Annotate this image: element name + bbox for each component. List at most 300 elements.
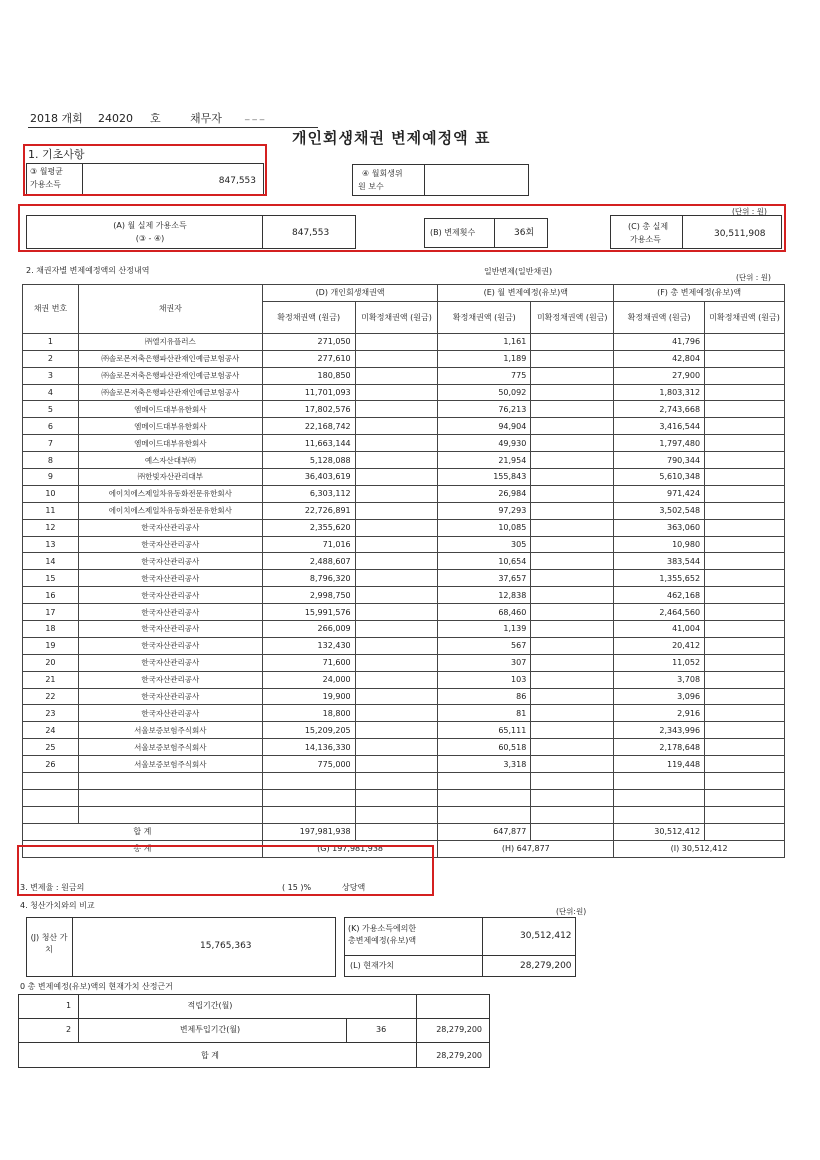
empty-cell bbox=[262, 806, 355, 823]
row-e-fixed: 94,904 bbox=[438, 418, 531, 435]
table-row bbox=[23, 637, 785, 654]
row-e-fixed: 103 bbox=[438, 671, 531, 688]
unit-label-4: (단위:원) bbox=[556, 907, 587, 916]
table-row bbox=[23, 418, 785, 435]
row-f-unfixed bbox=[705, 688, 785, 705]
row-d-unfixed bbox=[355, 333, 438, 350]
debtor-label: 채무자 bbox=[190, 112, 222, 125]
row-f-fixed: 1,355,652 bbox=[614, 570, 705, 587]
row-no: 16 bbox=[23, 587, 79, 604]
row-e-unfixed bbox=[531, 722, 614, 739]
row-e-unfixed bbox=[531, 705, 614, 722]
j-value: 15,765,363 bbox=[200, 941, 252, 951]
empty-cell bbox=[355, 806, 438, 823]
section4-title: 4. 청산가치와의 비교 bbox=[20, 901, 95, 910]
row-no: 9 bbox=[23, 469, 79, 486]
row-d-fixed: 17,802,576 bbox=[262, 401, 355, 418]
row-f-unfixed bbox=[705, 671, 785, 688]
rate-suffix: 상당액 bbox=[342, 883, 366, 892]
row-f-unfixed bbox=[705, 587, 785, 604]
row-e-unfixed bbox=[531, 367, 614, 384]
row-f-fixed: 2,178,648 bbox=[614, 739, 705, 756]
row-creditor: 한국자산관리공사 bbox=[78, 570, 262, 587]
row-d-fixed: 24,000 bbox=[262, 671, 355, 688]
row-e-unfixed bbox=[531, 502, 614, 519]
row-f-fixed: 2,343,996 bbox=[614, 722, 705, 739]
table-row bbox=[23, 671, 785, 688]
row-no: 13 bbox=[23, 536, 79, 553]
row-no: 23 bbox=[23, 705, 79, 722]
a-label: (A) 월 실제 가용소득 bbox=[113, 221, 187, 230]
pv-row2-months: 36 bbox=[376, 1025, 387, 1034]
row-creditor: 한국자산관리공사 bbox=[78, 536, 262, 553]
table-row bbox=[23, 705, 785, 722]
row-e-fixed: 12,838 bbox=[438, 587, 531, 604]
row-f-fixed: 3,708 bbox=[614, 671, 705, 688]
row-d-unfixed bbox=[355, 502, 438, 519]
table-row bbox=[23, 469, 785, 486]
row-no: 21 bbox=[23, 671, 79, 688]
table-row bbox=[23, 333, 785, 350]
row-d-unfixed bbox=[355, 384, 438, 401]
rate-value: ( 15 )% bbox=[282, 883, 312, 892]
empty-cell bbox=[614, 789, 705, 806]
row-creditor: 한국자산관리공사 bbox=[78, 654, 262, 671]
header-no: 채권 번호 bbox=[23, 285, 79, 334]
subtotal-f-unfixed bbox=[705, 823, 785, 840]
row-d-fixed: 15,209,205 bbox=[262, 722, 355, 739]
row-f-fixed: 3,502,548 bbox=[614, 502, 705, 519]
total-h: (H) 647,877 bbox=[438, 840, 614, 857]
row-e-fixed: 3,318 bbox=[438, 756, 531, 773]
table-row bbox=[23, 350, 785, 367]
row-f-unfixed bbox=[705, 452, 785, 469]
row-f-unfixed bbox=[705, 621, 785, 638]
table-row bbox=[23, 688, 785, 705]
row-d-fixed: 18,800 bbox=[262, 705, 355, 722]
table-row bbox=[23, 536, 785, 553]
header-f-unfixed: 미확정채권액 (원금) bbox=[705, 301, 785, 333]
row-creditor: 한국자산관리공사 bbox=[78, 587, 262, 604]
row-no: 14 bbox=[23, 553, 79, 570]
pv-total-label: 합 계 bbox=[201, 1051, 219, 1060]
table-row bbox=[23, 587, 785, 604]
row-f-unfixed bbox=[705, 435, 785, 452]
j-label: (J) 청산 가치 bbox=[30, 933, 68, 954]
header-f: (F) 총 변제예정(유보)액 bbox=[614, 285, 785, 302]
empty-cell bbox=[438, 806, 531, 823]
row-no: 15 bbox=[23, 570, 79, 587]
row-no: 22 bbox=[23, 688, 79, 705]
row-f-fixed: 11,052 bbox=[614, 654, 705, 671]
row-d-unfixed bbox=[355, 621, 438, 638]
row-f-unfixed bbox=[705, 350, 785, 367]
row-no: 8 bbox=[23, 452, 79, 469]
row-no: 18 bbox=[23, 621, 79, 638]
row-d-fixed: 775,000 bbox=[262, 756, 355, 773]
row-no: 10 bbox=[23, 485, 79, 502]
empty-cell bbox=[614, 806, 705, 823]
row-e-fixed: 10,654 bbox=[438, 553, 531, 570]
row-f-fixed: 1,797,480 bbox=[614, 435, 705, 452]
row-no: 25 bbox=[23, 739, 79, 756]
row-d-unfixed bbox=[355, 367, 438, 384]
table-row bbox=[23, 519, 785, 536]
row-e-fixed: 155,843 bbox=[438, 469, 531, 486]
row-creditor: ㈜솔로몬저축은행파산관재인예금보험공사 bbox=[78, 384, 262, 401]
subtotal-d: 197,981,938 bbox=[262, 823, 355, 840]
row-d-fixed: 71,600 bbox=[262, 654, 355, 671]
empty-cell bbox=[705, 806, 785, 823]
row-d-fixed: 11,663,144 bbox=[262, 435, 355, 452]
row-e-unfixed bbox=[531, 519, 614, 536]
k-label2: 총변제예정(유보)액 bbox=[348, 936, 417, 945]
row-no: 12 bbox=[23, 519, 79, 536]
row-f-fixed: 790,344 bbox=[614, 452, 705, 469]
case-number: 24020 bbox=[98, 112, 133, 125]
header-e-fixed: 확정채권액 (원금) bbox=[438, 301, 531, 333]
row-e-unfixed bbox=[531, 637, 614, 654]
table-row bbox=[23, 384, 785, 401]
row-e-fixed: 50,092 bbox=[438, 384, 531, 401]
table-row bbox=[23, 756, 785, 773]
monthly-income-value: 847,553 bbox=[218, 176, 256, 186]
row-e-fixed: 21,954 bbox=[438, 452, 531, 469]
empty-cell bbox=[531, 806, 614, 823]
c-label: (C) 총 실제 bbox=[628, 222, 669, 231]
row-creditor: 한국자산관리공사 bbox=[78, 671, 262, 688]
row-no: 26 bbox=[23, 756, 79, 773]
row-f-fixed: 5,610,348 bbox=[614, 469, 705, 486]
row-d-fixed: 271,050 bbox=[262, 333, 355, 350]
row-d-unfixed bbox=[355, 553, 438, 570]
row-f-fixed: 2,464,560 bbox=[614, 604, 705, 621]
row-e-unfixed bbox=[531, 536, 614, 553]
header-d: (D) 개인회생채권액 bbox=[262, 285, 438, 302]
table-row bbox=[23, 654, 785, 671]
highlight-basic bbox=[23, 144, 267, 196]
row-f-unfixed bbox=[705, 367, 785, 384]
k-label: (K) 가용소득에의한 bbox=[348, 924, 417, 933]
header-d-fixed: 확정채권액 (원금) bbox=[262, 301, 355, 333]
empty-cell bbox=[705, 789, 785, 806]
empty-cell bbox=[78, 773, 262, 790]
unit-label-2: (단위 : 원) bbox=[736, 273, 771, 282]
row-creditor: 에이치에스제일차유동화전문유한회사 bbox=[78, 502, 262, 519]
empty-cell bbox=[531, 789, 614, 806]
row-creditor: 한국자산관리공사 bbox=[78, 705, 262, 722]
empty-cell bbox=[355, 773, 438, 790]
header-creditor: 채권자 bbox=[78, 285, 262, 334]
l-label: (L) 현재가치 bbox=[350, 961, 395, 970]
b-label: (B) 변제횟수 bbox=[430, 228, 476, 237]
section5-title: 0 총 변제예정(유보)액의 현재가치 산정근거 bbox=[20, 982, 173, 991]
table-row bbox=[23, 502, 785, 519]
empty-cell bbox=[78, 789, 262, 806]
row-e-fixed: 65,111 bbox=[438, 722, 531, 739]
case-ho: 호 bbox=[150, 112, 161, 125]
row-e-unfixed bbox=[531, 418, 614, 435]
row-e-unfixed bbox=[531, 553, 614, 570]
row-f-unfixed bbox=[705, 333, 785, 350]
subtotal-row bbox=[23, 823, 785, 840]
a-value: 847,553 bbox=[292, 228, 330, 238]
row-creditor: 한국자산관리공사 bbox=[78, 604, 262, 621]
row-d-unfixed bbox=[355, 688, 438, 705]
row-d-fixed: 8,796,320 bbox=[262, 570, 355, 587]
row-e-unfixed bbox=[531, 739, 614, 756]
row-e-unfixed bbox=[531, 671, 614, 688]
total-label: 총 계 bbox=[23, 840, 263, 857]
row-e-fixed: 26,984 bbox=[438, 485, 531, 502]
row-d-unfixed bbox=[355, 705, 438, 722]
row-no: 6 bbox=[23, 418, 79, 435]
row-f-fixed: 119,448 bbox=[614, 756, 705, 773]
empty-cell bbox=[78, 806, 262, 823]
row-creditor: 한국자산관리공사 bbox=[78, 553, 262, 570]
pv-total-value: 28,279,200 bbox=[436, 1051, 482, 1060]
row-creditor: 한국자산관리공사 bbox=[78, 637, 262, 654]
creditor-table bbox=[22, 284, 785, 858]
subtotal-e: 647,877 bbox=[438, 823, 531, 840]
row-d-unfixed bbox=[355, 587, 438, 604]
empty-cell bbox=[355, 789, 438, 806]
k-value: 30,512,412 bbox=[520, 931, 572, 941]
row-e-unfixed bbox=[531, 485, 614, 502]
row-d-unfixed bbox=[355, 604, 438, 621]
row-d-fixed: 15,991,576 bbox=[262, 604, 355, 621]
table-row bbox=[23, 553, 785, 570]
unit-label-1: (단위 : 원) bbox=[732, 207, 767, 216]
row-e-fixed: 37,657 bbox=[438, 570, 531, 587]
row-f-fixed: 2,916 bbox=[614, 705, 705, 722]
row-e-fixed: 307 bbox=[438, 654, 531, 671]
row-no: 17 bbox=[23, 604, 79, 621]
subtotal-f: 30,512,412 bbox=[614, 823, 705, 840]
row-f-fixed: 42,804 bbox=[614, 350, 705, 367]
row-creditor: 엠메이드대부유한회사 bbox=[78, 418, 262, 435]
row-e-fixed: 775 bbox=[438, 367, 531, 384]
row-d-fixed: 11,701,093 bbox=[262, 384, 355, 401]
row-d-unfixed bbox=[355, 435, 438, 452]
table-row bbox=[23, 435, 785, 452]
pv-row2-no: 2 bbox=[66, 1025, 72, 1034]
empty-cell bbox=[438, 789, 531, 806]
subtotal-label: 합 계 bbox=[23, 823, 263, 840]
row-f-unfixed bbox=[705, 418, 785, 435]
row-e-fixed: 60,518 bbox=[438, 739, 531, 756]
b-value: 36회 bbox=[514, 228, 535, 238]
row-f-unfixed bbox=[705, 401, 785, 418]
table-row bbox=[23, 452, 785, 469]
row-creditor: 서울보증보험주식회사 bbox=[78, 722, 262, 739]
empty-row bbox=[23, 806, 785, 823]
row-e-unfixed bbox=[531, 452, 614, 469]
row-d-unfixed bbox=[355, 401, 438, 418]
row-no: 3 bbox=[23, 367, 79, 384]
row-f-unfixed bbox=[705, 739, 785, 756]
row-creditor: 서울보증보험주식회사 bbox=[78, 739, 262, 756]
row-no: 1 bbox=[23, 333, 79, 350]
row-e-unfixed bbox=[531, 621, 614, 638]
row-creditor: ㈜엘지유플러스 bbox=[78, 333, 262, 350]
pv-row1-label: 적립기간(월) bbox=[187, 1001, 233, 1010]
l-value: 28,279,200 bbox=[520, 961, 572, 971]
row-e-fixed: 49,930 bbox=[438, 435, 531, 452]
row-d-fixed: 6,303,112 bbox=[262, 485, 355, 502]
row-d-fixed: 2,488,607 bbox=[262, 553, 355, 570]
row-d-fixed: 14,136,330 bbox=[262, 739, 355, 756]
row-f-fixed: 20,412 bbox=[614, 637, 705, 654]
row-creditor: ㈜한빛자산관리대부 bbox=[78, 469, 262, 486]
empty-cell bbox=[262, 789, 355, 806]
row-f-fixed: 27,900 bbox=[614, 367, 705, 384]
row-no: 20 bbox=[23, 654, 79, 671]
row-d-fixed: 180,850 bbox=[262, 367, 355, 384]
table-row bbox=[23, 570, 785, 587]
row-d-unfixed bbox=[355, 671, 438, 688]
row-f-fixed: 1,803,312 bbox=[614, 384, 705, 401]
row-f-unfixed bbox=[705, 485, 785, 502]
row-d-unfixed bbox=[355, 570, 438, 587]
row-creditor: 서울보증보험주식회사 bbox=[78, 756, 262, 773]
row-e-fixed: 97,293 bbox=[438, 502, 531, 519]
row-e-unfixed bbox=[531, 435, 614, 452]
row-no: 2 bbox=[23, 350, 79, 367]
row-no: 24 bbox=[23, 722, 79, 739]
row-e-unfixed bbox=[531, 469, 614, 486]
row-f-unfixed bbox=[705, 519, 785, 536]
row-d-fixed: 19,900 bbox=[262, 688, 355, 705]
row-e-unfixed bbox=[531, 688, 614, 705]
row-e-fixed: 81 bbox=[438, 705, 531, 722]
empty-row bbox=[23, 773, 785, 790]
row-f-unfixed bbox=[705, 502, 785, 519]
row-e-fixed: 86 bbox=[438, 688, 531, 705]
row-f-unfixed bbox=[705, 553, 785, 570]
section1-title: 1. 기초사항 bbox=[28, 148, 85, 161]
pv-row2-label: 변제투입기간(월) bbox=[179, 1025, 241, 1034]
table-row bbox=[23, 367, 785, 384]
row-d-unfixed bbox=[355, 756, 438, 773]
empty-cell bbox=[23, 773, 79, 790]
a-label2: (③ - ④) bbox=[135, 234, 165, 243]
subtotal-e-unfixed bbox=[531, 823, 614, 840]
row-f-unfixed bbox=[705, 756, 785, 773]
row-e-unfixed bbox=[531, 401, 614, 418]
rate-label: 3. 변제율 : 원금의 bbox=[20, 883, 85, 892]
row-d-unfixed bbox=[355, 418, 438, 435]
row-d-fixed: 277,610 bbox=[262, 350, 355, 367]
row-f-fixed: 3,416,544 bbox=[614, 418, 705, 435]
row-d-fixed: 2,355,620 bbox=[262, 519, 355, 536]
empty-cell bbox=[23, 789, 79, 806]
row-creditor: 엠메이드대부유한회사 bbox=[78, 435, 262, 452]
row-f-fixed: 971,424 bbox=[614, 485, 705, 502]
table-header-row bbox=[23, 285, 785, 302]
row-no: 4 bbox=[23, 384, 79, 401]
row-f-fixed: 462,168 bbox=[614, 587, 705, 604]
debtor-name: _ _ _ bbox=[245, 111, 265, 121]
row-e-unfixed bbox=[531, 587, 614, 604]
row-d-fixed: 2,998,750 bbox=[262, 587, 355, 604]
row-f-fixed: 3,096 bbox=[614, 688, 705, 705]
row-creditor: 엠메이드대부유한회사 bbox=[78, 401, 262, 418]
row-creditor: 예스자산대부㈜ bbox=[78, 452, 262, 469]
row-creditor: 한국자산관리공사 bbox=[78, 519, 262, 536]
row-no: 7 bbox=[23, 435, 79, 452]
monthly-income-label2: 가용소득 bbox=[30, 180, 61, 189]
row-f-unfixed bbox=[705, 705, 785, 722]
header-f-fixed: 확정채권액 (원금) bbox=[614, 301, 705, 333]
page-title: 개인회생채권 변제예정액 표 bbox=[292, 129, 491, 147]
section2-type: 일반변제(일반채권) bbox=[484, 267, 553, 276]
row-creditor: 한국자산관리공사 bbox=[78, 688, 262, 705]
row-f-unfixed bbox=[705, 570, 785, 587]
row-creditor: ㈜솔로몬저축은행파산관재인예금보험공사 bbox=[78, 350, 262, 367]
row-d-fixed: 5,128,088 bbox=[262, 452, 355, 469]
empty-cell bbox=[23, 806, 79, 823]
row-f-unfixed bbox=[705, 654, 785, 671]
row-f-unfixed bbox=[705, 384, 785, 401]
row-d-unfixed bbox=[355, 536, 438, 553]
row-d-fixed: 22,726,891 bbox=[262, 502, 355, 519]
row-f-fixed: 2,743,668 bbox=[614, 401, 705, 418]
monthly-income-label: ③ 월평균 bbox=[30, 167, 63, 176]
row-d-unfixed bbox=[355, 350, 438, 367]
row-d-unfixed bbox=[355, 519, 438, 536]
row-d-fixed: 22,168,742 bbox=[262, 418, 355, 435]
row-f-fixed: 383,544 bbox=[614, 553, 705, 570]
row-e-unfixed bbox=[531, 756, 614, 773]
row-creditor: 에이치에스제일차유동화전문유한회사 bbox=[78, 485, 262, 502]
row-f-unfixed bbox=[705, 536, 785, 553]
row-d-unfixed bbox=[355, 469, 438, 486]
empty-cell bbox=[262, 773, 355, 790]
living-cost-label2: 원 보수 bbox=[358, 182, 384, 191]
row-d-fixed: 36,403,619 bbox=[262, 469, 355, 486]
row-d-fixed: 132,430 bbox=[262, 637, 355, 654]
row-creditor: ㈜솔로몬저축은행파산관재인예금보험공사 bbox=[78, 367, 262, 384]
header-e-unfixed: 미확정채권액 (원금) bbox=[531, 301, 614, 333]
header-d-unfixed: 미확정채권액 (원금) bbox=[355, 301, 438, 333]
row-f-unfixed bbox=[705, 637, 785, 654]
row-f-unfixed bbox=[705, 722, 785, 739]
table-row bbox=[23, 401, 785, 418]
row-e-fixed: 567 bbox=[438, 637, 531, 654]
row-d-unfixed bbox=[355, 722, 438, 739]
table-row bbox=[23, 621, 785, 638]
row-e-fixed: 305 bbox=[438, 536, 531, 553]
row-f-unfixed bbox=[705, 604, 785, 621]
total-i: (I) 30,512,412 bbox=[614, 840, 785, 857]
row-d-unfixed bbox=[355, 637, 438, 654]
table-row bbox=[23, 485, 785, 502]
row-f-fixed: 41,796 bbox=[614, 333, 705, 350]
row-e-unfixed bbox=[531, 604, 614, 621]
empty-row bbox=[23, 789, 785, 806]
empty-cell bbox=[614, 773, 705, 790]
row-e-unfixed bbox=[531, 654, 614, 671]
row-f-fixed: 363,060 bbox=[614, 519, 705, 536]
header-e: (E) 월 변제예정(유보)액 bbox=[438, 285, 614, 302]
row-no: 11 bbox=[23, 502, 79, 519]
row-e-fixed: 10,085 bbox=[438, 519, 531, 536]
row-creditor: 한국자산관리공사 bbox=[78, 621, 262, 638]
empty-cell bbox=[531, 773, 614, 790]
table-row bbox=[23, 739, 785, 756]
total-g: (G) 197,981,938 bbox=[262, 840, 438, 857]
